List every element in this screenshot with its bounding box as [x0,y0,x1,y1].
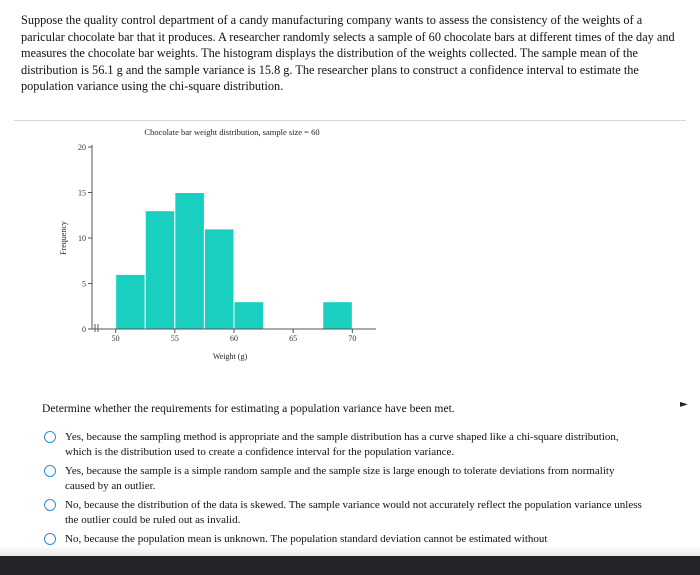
divider [14,120,686,121]
option-label: Yes, because the sampling method is appropriate and the sample distribution has a curve shaped like a chi-square distribution, which is the distribution used to create a confidence interval for the population variance. [65,431,619,458]
bottom-bar [0,556,700,575]
x-tick-label-60: 60 [230,334,238,343]
y-tick-label-10: 10 [78,234,86,243]
option-label: Yes, because the sample is a simple random sample and the sample size is large enough to tolerate deviations from normality caused by an outlier. [65,465,615,492]
histogram-bar-4 [204,229,234,329]
histogram-bar-3 [175,193,205,330]
answer-option-a[interactable] [44,430,644,459]
y-tick-label-20: 20 [78,143,86,152]
x-tick-label-70: 70 [348,334,357,343]
histogram-bar-2 [145,211,175,329]
x-tick-label-55: 55 [170,334,179,343]
radio-button[interactable] [44,499,56,511]
histogram-bar-5 [234,302,264,329]
y-tick-label-0: 0 [82,325,86,334]
option-label: No, because the population mean is unknown. The population standard deviation cannot be estimated without [65,533,548,545]
histogram-bar-1 [116,274,146,329]
histogram-bar-8 [323,302,353,329]
y-tick-label-5: 5 [82,279,86,289]
radio-button[interactable] [44,533,56,545]
answer-option-c[interactable] [44,498,644,527]
answer-option-b[interactable] [44,464,644,493]
answer-options [44,430,644,552]
y-axis-label: Frequency [59,221,68,255]
chart-title: Chocolate bar weight distribution, sample size = 60 [144,127,320,137]
y-tick-label-15: 15 [78,188,86,198]
bottom-shadow [0,546,700,556]
option-label: No, because the distribution of the data is skewed. The sample variance would not accurately reflect the population variance unless the outlier could be ruled out as invalid. [65,499,642,526]
x-tick-label-65: 65 [289,334,298,343]
histogram-chart [40,122,400,372]
problem-statement: Suppose the quality control department of a candy manufacturing company wants to assess the consistency of the weights of a paricular chocolate bar that it produces. A researcher randomly selects a sample of 60 chocolate bars at different times of the day and measures the chocolate bar weights. The histogram displays the distribution of the weights collected. The sample mean of the distribution is 56.1 g and the sample variance is 15.8 g. The researcher plans to construct a confidence interval to estimate the population variance using the chi-square distribution. [21,13,675,93]
answer-option-d[interactable] [44,532,644,547]
radio-button[interactable] [44,431,56,443]
x-axis-label: Weight (g) [212,352,248,361]
radio-button[interactable] [44,465,56,477]
question-prompt: Determine whether the requirements for estimating a population variance have been met. [42,402,455,415]
cursor-icon: ► [680,399,688,410]
x-tick-label-50: 50 [111,334,120,343]
